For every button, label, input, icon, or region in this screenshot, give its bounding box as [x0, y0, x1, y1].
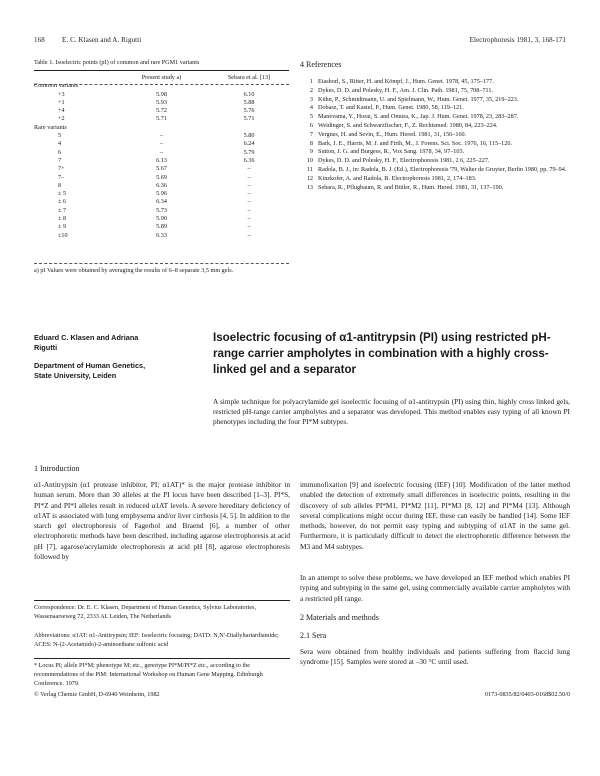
sebara-value: – [247, 231, 251, 239]
sebara-value: 5.79 [243, 148, 255, 156]
sebara-value: – [247, 206, 251, 214]
present-value: 6.33 [156, 231, 167, 239]
present-value: 5.69 [156, 173, 167, 181]
reference-item [300, 96, 568, 105]
sebara-value: 6.10 [243, 90, 255, 98]
variant-name: +2 [58, 115, 65, 123]
table-row [34, 232, 289, 240]
copyright-line: © Verlag Chemie GmbH, D-6940 Weinheim, 1982 [34, 691, 160, 698]
present-value: 5.67 [156, 165, 167, 173]
reference-number: 9 [309, 148, 313, 156]
table-row [34, 182, 289, 190]
running-authors: E. C. Klasen and A. Rigutti [62, 36, 142, 44]
table-row [34, 149, 289, 157]
table-row [34, 132, 289, 140]
variant-name: ± 9 [58, 223, 67, 231]
article-code: 0173-0835/82/0403-0168$02.50/0 [484, 691, 570, 698]
reference-text: Vergnes, H. and Sevin, E., Hum. Hered. 1981, 31, 156–160. [318, 130, 467, 138]
methods-heading: 2 Materials and methods [300, 613, 379, 622]
intro-paragraph: α1-Antitrypsin (α1 protease inhibitor, PI; α1AT)* is the major protease inhibitor in human serum. More than 30 alleles at the PI locus have been described [1–3]. PI*S, PI*Z and PI*I alleles result in reduced α1AT levels. A severe hereditary deficiency of α1AT is associated with lung emphysema and/or liver cirrhosis [4, 5]. In addition to the starch gel electrophoresis of Fagerhol and Braend [6], a number of other electrophoretic methods have been described, including agarose electrophoresis at acid pH [7], agarose/acrylamide electrophoresis at acid pH [8], agarose electrophoresis followed by [34, 480, 290, 562]
sebara-value: – [247, 165, 251, 173]
col-present-header: Present study a) [141, 74, 182, 81]
table-footnote: a) pI Values were obtained by averaging the results of 6–8 separate 3,5 mm gels. [34, 267, 234, 274]
table-row [34, 99, 289, 107]
reference-number: 2 [309, 86, 313, 94]
sebara-value: 6.24 [243, 140, 255, 148]
table-row [34, 190, 289, 198]
table-row [34, 140, 289, 148]
reference-number: 7 [309, 130, 313, 138]
footnote-rule-2 [34, 658, 290, 659]
table-row [34, 157, 289, 165]
variant-name: ±10 [58, 231, 68, 239]
variant-name: ± 5 [58, 190, 67, 198]
article-abstract: A simple technique for polyacrylamide gel isoelectric focusing of α1-antitrypsin (PI) using thin, highly cross linked gels, restricted pH-range carrier ampholytes and a separator was developed. This method enables easy typing of all known PI phenotypes including the four PI*M subtypes. [213, 397, 570, 426]
present-value: 5.93 [156, 98, 167, 106]
variant-name: 8 [58, 181, 62, 189]
present-value: 5.72 [156, 107, 167, 115]
sebara-value: 5.88 [243, 98, 255, 106]
table-header-rule [34, 84, 289, 85]
table-row [34, 223, 289, 231]
sebara-value: – [247, 198, 251, 206]
sera-heading: 2.1 Sera [300, 631, 327, 640]
abbreviations-note: Abbreviations: α1AT: α1-Antitrypsin; IEF: Isoelectric focusing; DATD: N,N'-Diallyltartardiamide; ACES: N-(2-Acetamido)-2-aminoethane sulfonic acid [34, 632, 279, 649]
table-row [34, 91, 289, 99]
group-title: Common variants [34, 82, 79, 90]
present-value: 5.89 [156, 223, 167, 231]
reference-item [300, 157, 568, 166]
reference-text: Manevama, Y., Horai, S. and Omura, K., Jap. J. Hum. Genet. 1978, 23, 283–287. [318, 113, 519, 121]
reference-item [300, 148, 568, 157]
table-header-row [34, 74, 289, 82]
reference-number: 11 [307, 165, 313, 173]
table-isoelectric-points [34, 74, 289, 240]
reference-item [300, 175, 568, 184]
article-title: Isoelectric focusing of α1-antitrypsin (PI) using restricted pH-range carrier ampholytes in combination with a highly cross-linked gel and a separator [213, 331, 551, 376]
reference-text: Dobasz, T. and Kastel, P., Hum. Genet. 1980, 58, 119–121. [318, 104, 464, 112]
sera-paragraph: Sera were obtained from healthy individuals and patients suffering from flaccid lung syndrome [15]. Samples were stored at –30 °C until used. [300, 647, 570, 667]
variant-name: 7– [58, 173, 65, 181]
variant-name: 4 [58, 140, 62, 148]
sebara-value: – [247, 223, 251, 231]
table-row [34, 198, 289, 206]
footnote-rule [34, 600, 290, 601]
reference-text: Kinzkofer, A. and Radola, B. Electrophoresis 1981, 2, 174–183. [318, 174, 477, 182]
sebara-value: 5.71 [243, 115, 255, 123]
sebara-value: – [247, 173, 251, 181]
present-value: 6.13 [156, 156, 167, 164]
reference-item [300, 184, 568, 193]
locus-footnote: * Locus PI; allele PI*M; phenotype M; etc., genotype PI*M/PI*Z etc., according to the recommendations of the PiM: International Workshop on Human Gene Mapping. Edinburgh Conference. 1979. [34, 662, 263, 688]
reference-item [300, 87, 568, 96]
right-paragraph-2: In an attempt to solve these problems, we have developed an IEF method which enables PI typing and subtyping in the same gel, using commercially available carrier ampholytes with a restricted pH range. [300, 573, 570, 603]
variant-name: ± 7 [58, 206, 67, 214]
reference-text: Kühn, P., Schmidtmann, U. and Spielmann, W., Hum. Genet. 1977, 35, 219–223. [318, 95, 519, 103]
table-row [34, 115, 289, 123]
present-value: 5.71 [156, 115, 167, 123]
reference-text: Dykes, D. D. and Polesky, H. F., Am. J. Clin. Path. 1981, 75, 708–711. [318, 86, 494, 94]
table-row [34, 215, 289, 223]
reference-number: 1 [309, 78, 313, 85]
table-row [34, 174, 289, 182]
reference-item [300, 113, 568, 122]
reference-number: 5 [309, 113, 313, 121]
table-bottom-rule [34, 263, 289, 264]
sebara-value: 5.80 [243, 132, 255, 140]
table-row [34, 165, 289, 173]
present-value: 6.34 [156, 198, 167, 206]
present-value: – [159, 140, 164, 148]
reference-text: Sebara, R., Pflugbaum, R. and Bütler, R., Hum. Hered. 1981, 31, 137–190. [318, 183, 504, 191]
sebara-value: – [247, 190, 251, 198]
variant-name: +1 [58, 98, 65, 106]
reference-number: 13 [306, 183, 313, 191]
col-sebara-header: Sebara et al. [13] [227, 74, 271, 81]
table-caption: Table 1. Isoelectric points (pI) of common and rare PGM1 variants [34, 59, 200, 66]
present-value: 5.73 [156, 206, 167, 214]
reference-item [300, 104, 568, 113]
article-authors: Eduard C. Klasen and Adriana Rigutti [34, 333, 139, 353]
variant-name: 6 [58, 148, 62, 156]
references-heading: 4 References [300, 60, 342, 69]
correspondence-note: Correspondence: Dr. E. C. Klasen, Department of Human Genetics, Sylvius Laboratories, Wassenaarseweg 72, 2333 AL Leiden, The Netherlands [34, 604, 257, 621]
reference-text: Sutton, J. G. and Burgess, R., Vox Sang. 1978, 34, 97–103. [318, 148, 465, 156]
variant-name: +3 [58, 90, 65, 98]
variant-name: ± 6 [58, 198, 67, 206]
reference-item [300, 166, 568, 175]
variant-name: 5 [58, 132, 62, 140]
table-row [34, 207, 289, 215]
table-group-heading [34, 124, 289, 132]
article-affiliation: Department of Human Genetics, State University, Leiden [34, 361, 146, 381]
reference-item [300, 78, 568, 87]
table-row [34, 107, 289, 115]
variant-name: +4 [58, 107, 65, 115]
sebara-value: 6.36 [243, 156, 255, 164]
page-number: 168 [34, 36, 45, 44]
reference-list [300, 78, 568, 192]
intro-heading: 1 Introduction [34, 464, 80, 473]
present-value: 5.98 [156, 90, 167, 98]
reference-number: 3 [309, 95, 313, 103]
reference-text: Eiashorl, S., Ritter, H. and Kömpf, J., Hum. Genet. 1978, 45, 175–177. [318, 78, 494, 85]
reference-number: 12 [306, 174, 313, 182]
reference-text: Radola, B. J., in: Radola, B. J. (Ed.), Electrophoresis '79, Walter de Gruyter, Berlin 1980, pp. 79–94. [318, 165, 567, 173]
present-value: – [159, 132, 164, 140]
reference-item [300, 140, 568, 149]
group-title: Rare variants [34, 123, 67, 131]
variant-name: 7+ [58, 165, 65, 173]
reference-text: Bark, J. E., Harris, M. J. and Firth, M., J. Forens. Sci. Soc. 1976, 16, 115–120. [318, 139, 512, 147]
sebara-value: 5.76 [243, 107, 255, 115]
reference-number: 6 [309, 121, 313, 129]
present-value: 5.90 [156, 215, 167, 223]
reference-item [300, 122, 568, 131]
reference-text: Weidinger, S. and Schwarzfischer, F., Z. Rechtsmed. 1980, 84, 223–224. [318, 121, 498, 129]
present-value: 6.36 [156, 181, 167, 189]
table-top-rule [34, 70, 289, 71]
variant-name: ± 8 [58, 215, 67, 223]
sebara-value: – [247, 181, 251, 189]
variant-name: 7 [58, 156, 62, 164]
journal-citation: Electrophoresis 1981, 3, 168-171 [469, 36, 566, 44]
reference-text: Dykes, D. D. and Polesky, H. F., Electrophoresis 1981, 2 6, 225–227. [318, 157, 490, 165]
reference-number: 8 [309, 139, 313, 147]
reference-item [300, 131, 568, 140]
present-value: 5.96 [156, 190, 167, 198]
reference-number: 10 [306, 157, 313, 165]
present-value: – [159, 148, 164, 156]
sebara-value: – [247, 215, 251, 223]
reference-number: 4 [309, 104, 313, 112]
right-paragraph-1: immunofixation [9] and isoelectric focusing (IEF) [10]. Modification of the latter method enabled the detection of extremely small differences in isoelectric points, resulting in the discovery of sub alleles PI*M1, PI*M2 [11], PI*M3 [8, 12] and PI*M4 [13]. Although several complications might occur during IEF, these can easily be handled [14]. Some IEF methods, however, do not permit easy typing and subtyping of α1AT in the same gel. Furthermore, it is particularly difficult to detect the electrophoretic difference between the M3 and M4 subtypes. [300, 480, 570, 551]
